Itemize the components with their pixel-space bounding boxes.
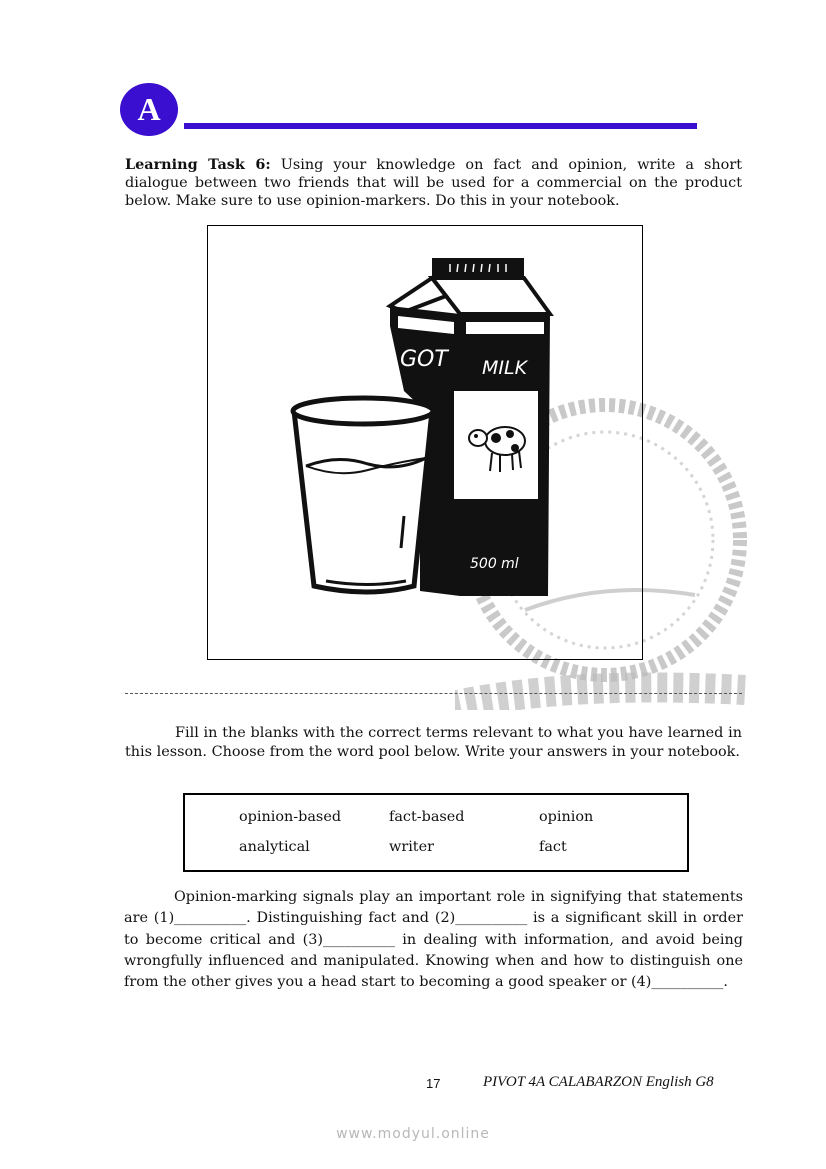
milk-illustration	[208, 226, 644, 661]
word-pool-item: fact	[539, 839, 567, 855]
word-pool-item: fact-based	[389, 809, 465, 825]
product-picture-frame	[207, 225, 643, 660]
carton-text-got: GOT	[400, 347, 448, 372]
word-pool-item: opinion	[539, 809, 594, 825]
page-number: 17	[426, 1076, 441, 1091]
milk-glass	[293, 398, 433, 592]
dashed-divider	[125, 693, 742, 694]
fill-in-instruction: Fill in the blanks with the correct terms relevant to what you have learned in this lesson. Choose from the word pool below. Write your answers in your notebook.	[125, 725, 742, 760]
task-label: Learning Task 6:	[125, 156, 271, 173]
carton-volume: 500 ml	[470, 556, 519, 572]
word-pool-item: writer	[389, 839, 434, 855]
learning-task-instruction	[125, 156, 742, 210]
footer-title: PIVOT 4A CALABARZON English G8	[483, 1074, 714, 1090]
section-rule	[184, 123, 697, 129]
task-text: Using your knowledge on fact and opinion, write a short dialogue between two friends that will be used for a commercial on the product below. Make sure to use opinion-markers. Do this in your notebook.	[125, 157, 742, 209]
site-watermark: www.modyul.online	[336, 1126, 490, 1142]
word-pool-box	[183, 793, 689, 872]
fill-in-paragraph: Opinion-marking signals play an important role in signifying that statements are (1)__________. Distinguishing fact and (2)__________ is a significant skill in order to become critical and (3)__________ in dealing with information, and avoid being wrongfully influenced and manipulated. Knowing when and how to distinguish one from the other gives you a head start to becoming a good speaker or (4)__________.	[124, 889, 743, 991]
word-pool-item: analytical	[239, 839, 310, 855]
section-badge: A	[120, 83, 178, 136]
word-pool-item: opinion-based	[239, 809, 342, 825]
carton-text-milk: MILK	[482, 357, 528, 379]
